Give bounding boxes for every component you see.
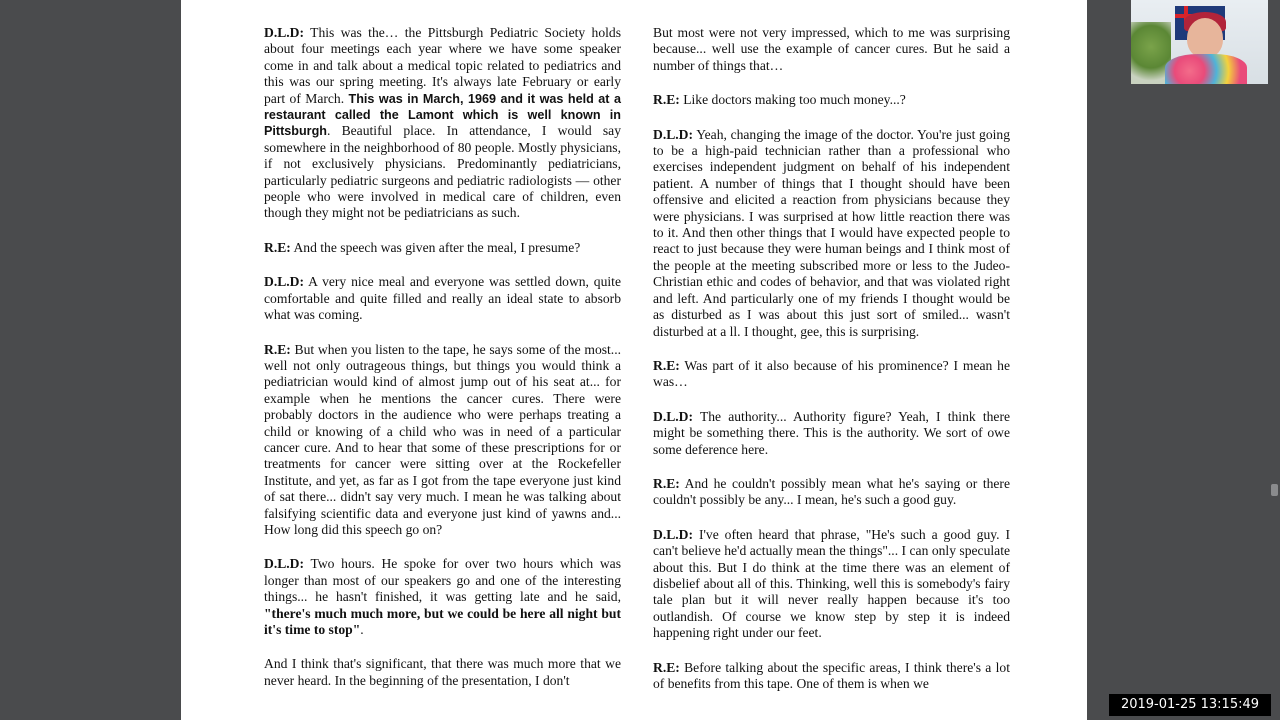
speaker-label: D.L.D: — [264, 556, 305, 572]
speaker-label: R.E: — [264, 341, 291, 357]
transcript-text: And the speech was given after the meal, I presume? — [290, 239, 581, 255]
speaker-label: R.E: — [653, 475, 680, 491]
transcript-paragraph — [653, 660, 1010, 693]
transcript-paragraph — [264, 240, 621, 256]
speaker-label: D.L.D: — [264, 25, 305, 40]
speaker-label: D.L.D: — [653, 126, 694, 142]
transcript-text: Yeah, changing the image of the doctor. You're just going to be a high-paid technician rather than a professional who exercises independent judgment on behalf of his independent patient. A number of things that I thought should have been offensive and elicited a reaction from physicians because they were physicians. I was surprised at how little reaction there was to it. And then other things that I would have expected people to react to just because they were human beings and I think most of the people at the meeting subscribed more or less to the Judeo-Christian ethic and codes of behavior, and that was violated right and left. And particularly one of my friends I thought would be as disturbed as I was about this just sort of smiled... wasn't disturbed at a ll. I thought, gee, this is surprising. — [653, 126, 1010, 339]
emphasized-text: This was in March, 1969 and it was held at a restaurant called the Lamont which is well known in Pittsburgh — [264, 91, 621, 139]
emphasized-text: "there's much much more, but we could be here all night but it's time to stop" — [264, 605, 621, 637]
webcam-person-face — [1187, 18, 1223, 58]
transcript-text: But most were not very impressed, which to me was surprising because... well use the example of cancer cures. But he said a number of things that… — [653, 25, 1010, 73]
transcript-paragraph — [653, 527, 1010, 642]
transcript-text: Two hours. He spoke for over two hours which was longer than most of our speakers go and one of the interesting things... he hasn't finished, it was getting late and he said, — [264, 556, 621, 605]
transcript-text: Was part of it also because of his prominence? I mean he was… — [653, 357, 1010, 390]
speaker-label: D.L.D: — [653, 526, 694, 542]
transcript-paragraph — [264, 274, 621, 323]
right-column — [653, 25, 1010, 710]
speaker-label: R.E: — [653, 92, 680, 108]
speaker-label: R.E: — [653, 357, 680, 373]
transcript-text: This was the… the Pittsburgh Pediatric Society holds about four meetings each year where we have some speaker come in and talk about a medical topic related to pediatrics and this was our spring meeting. It's always late February or early part of March. — [264, 25, 621, 106]
speaker-label: R.E: — [653, 659, 680, 675]
transcript-text: And I think that's significant, that there was much more that we never heard. In the beginning of the presentation, I don't — [264, 656, 621, 688]
left-column — [264, 25, 621, 707]
transcript-paragraph — [653, 25, 1010, 74]
webcam-person-body — [1165, 54, 1247, 84]
transcript-paragraph — [653, 358, 1010, 391]
transcript-text: . — [360, 622, 364, 637]
webcam-overlay — [1131, 0, 1268, 84]
transcript-text: I've often heard that phrase, "He's such a good guy. I can't believe he'd actually mean the things"... I can only speculate about this. But I do think at the time there was an element of disbelief about all of this. Thinking, well this is somebody's fairy tale plan but it will never really happen because it's too outlandish. Of course we know step by step it is indeed happening right under our feet. — [653, 526, 1010, 641]
speaker-label: D.L.D: — [653, 408, 694, 424]
transcript-text: A very nice meal and everyone was settled down, quite comfortable and quite filled and really an ideal state to absorb what was coming. — [264, 274, 621, 323]
transcript-paragraph — [264, 25, 621, 222]
transcript-paragraph — [653, 476, 1010, 509]
transcript-paragraph — [653, 409, 1010, 458]
transcript-paragraph — [264, 656, 621, 689]
speaker-label: D.L.D: — [264, 274, 305, 290]
transcript-text: Like doctors making too much money...? — [679, 92, 906, 108]
speaker-label: R.E: — [264, 239, 291, 255]
transcript-text: The authority... Authority figure? Yeah, I think there might be something there. This is the authority. We sort of owe some deference here. — [653, 408, 1010, 457]
scrollbar-track[interactable] — [1268, 0, 1280, 720]
transcript-text: And he couldn't possibly mean what he's saying or there couldn't possibly be any... I mean, he's such a good guy. — [653, 475, 1010, 508]
document-page — [181, 0, 1087, 720]
transcript-paragraph — [653, 127, 1010, 340]
transcript-paragraph — [264, 342, 621, 539]
recording-timestamp: 2019-01-25 13:15:49 — [1109, 694, 1271, 716]
transcript-paragraph — [653, 92, 1010, 108]
transcript-text: Before talking about the specific areas, I think there's a lot of benefits from this tape. One of them is when we — [653, 659, 1010, 691]
transcript-text: But when you listen to the tape, he says some of the most... well not only outrageous things, but things you would think a pediatrician would kind of almost jump out of his seat at... for example when he mentions the cancer cures. There were probably doctors in the audience who were perhaps treating a child or knowing of a child who was in need of a particular cancer cure. And to hear that some of these prescriptions for or treatments for cancer were sitting over at the Rockefeller Institute, and yet, as far as I got from the tape everyone just kind of sat there... didn't say very much. I mean he was talking about falsifying scientific data and everyone just kind of yawns and... How long did this speech go on? — [264, 341, 621, 537]
transcript-text: . Beautiful place. In attendance, I would say somewhere in the neighborhood of 80 people. Mostly physicians, if not exclusively physicians. Predominantly pediatricians, particularly pediatric surgeons and pediatric radiologists — other people who were involved in medical care of children, even though they might not be pediatricians as such. — [264, 123, 621, 221]
transcript-paragraph — [264, 556, 621, 638]
scrollbar-thumb[interactable] — [1271, 484, 1278, 496]
